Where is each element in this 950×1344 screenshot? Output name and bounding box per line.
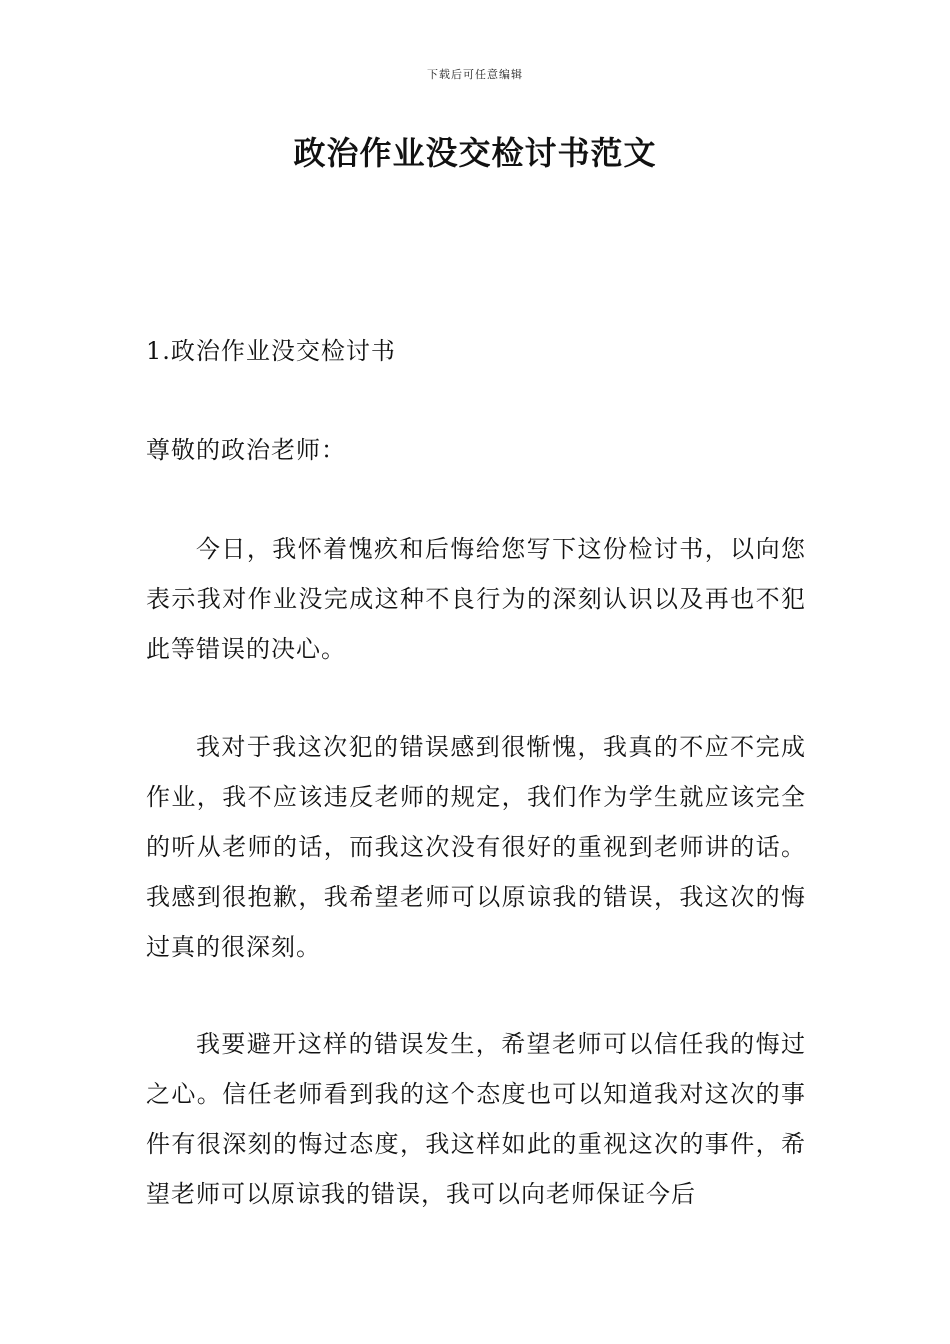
document-title: 政治作业没交检讨书范文 [293,134,657,172]
section-heading: 1.政治作业没交检讨书 [146,337,396,365]
paragraph-1: 今日，我怀着愧疚和后悔给您写下这份检讨书，以向您表示我对作业没完成这种不良行为的深刻认识以及再也不犯此等错误的决心。 [146,535,806,663]
paragraph-2: 我对于我这次犯的错误感到很惭愧，我真的不应不完成作业，我不应该违反老师的规定，我们作为学生就应该完全的听从老师的话，而我这次没有很好的重视到老师讲的话。我感到很抱歉，我希望老师可以原谅我的错误，我这次的悔过真的很深刻。 [146,733,806,961]
header-note: 下载后可任意编辑 [427,68,523,81]
salutation: 尊敬的政治老师： [146,436,346,464]
paragraph-3: 我要避开这样的错误发生，希望老师可以信任我的悔过之心。信任老师看到我的这个态度也可以知道我对这次的事件有很深刻的悔过态度，我这样如此的重视这次的事件，希望老师可以原谅我的错误，我可以向老师保证今后 [146,1030,806,1208]
